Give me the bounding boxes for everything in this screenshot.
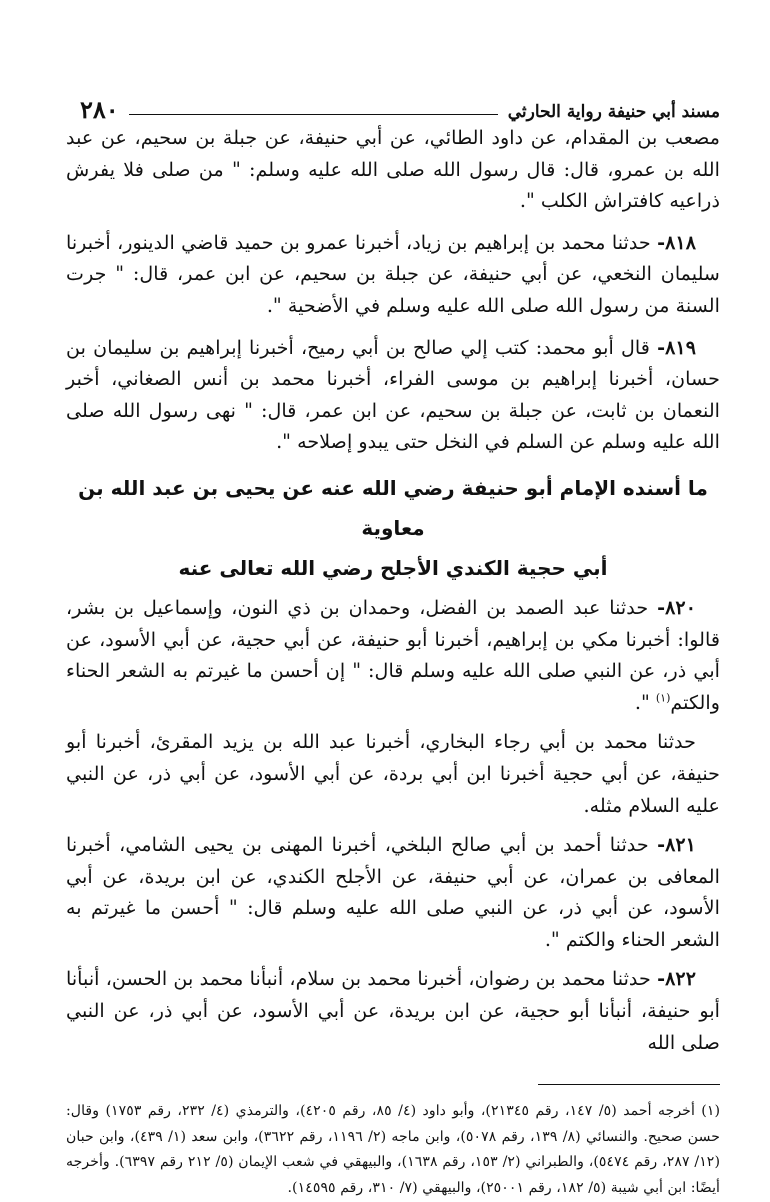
page-number: ٢٨٠ <box>80 95 119 124</box>
paragraph-text: حدثنا محمد بن رضوان، أخبرنا محمد بن سلام، أنبأنا محمد بن الحسن، أنبأنا أبو حنيفة، أنبأنا أبو حجية، عن ابن بريدة، عن أبي الأسود، عن أبي ذر، عن النبي صلى الله <box>66 967 720 1054</box>
paragraph-text: قال أبو محمد: كتب إلي صالح بن أبي رميح، أخبرنا إبراهيم بن سليمان بن حسان، أخبرنا إبراهيم بن موسى الفراء، أخبرنا محمد بن أنس الصغاني، أخبر النعمان بن ثابت، عن جبلة بن سحيم، عن ابن عمر، قال: " نهى رسول الله صلى الله عليه وسلم عن السلم في النخل حتى يبدو إصلاحه ". <box>66 335 720 454</box>
paragraph <box>66 726 720 821</box>
header-rule <box>129 114 498 115</box>
footnote-rule <box>538 1084 720 1085</box>
hadith-822 <box>66 963 720 1058</box>
hadith-number: ٨٢٢- <box>657 967 696 991</box>
hadith-number: ٨٢١- <box>657 833 696 857</box>
paragraph-text: حدثنا عبد الصمد بن الفضل، وحمدان بن ذي النون، وإسماعيل بن بشر، قالوا: أخبرنا مكي بن إبراهيم، أخبرنا أبو حنيفة، عن أبي حجية، عن أبي الأسود، عن أبي ذر، عن النبي صلى الله عليه وسلم قال: " إن أحسن ما غيرتم به الشعر الحناء والكتم <box>66 595 720 714</box>
paragraph-text: مصعب بن المقدام، عن داود الطائي، عن أبي حنيفة، عن جبلة بن سحيم، عن عبد الله بن عمرو، قال: قال رسول الله صلى الله عليه وسلم: " من صلى فلا يفرش ذراعيه كافتراش الكلب ". <box>66 126 720 213</box>
section-heading-line-1: ما أسنده الإمام أبو حنيفة رضي الله عنه عن يحيى بن عبد الله بن معاوية <box>78 475 708 540</box>
paragraph-text-tail: ". <box>634 690 656 714</box>
hadith-819 <box>66 332 720 458</box>
running-title: مسند أبي حنيفة رواية الحارثي <box>507 102 720 122</box>
paragraph-text: حدثنا محمد بن أبي رجاء البخاري، أخبرنا عبد الله بن يزيد المقرئ، أخبرنا أبو حنيفة، عن أبي حجية أخبرنا ابن أبي بردة، عن أبي الأسود، عن أبي ذر، عن النبي عليه السلام مثله. <box>66 730 720 817</box>
book-page <box>66 88 720 1202</box>
hadith-number: ٨٢٠- <box>657 595 696 619</box>
paragraph-text: حدثنا أحمد بن أبي صالح البلخي، أخبرنا المهنى بن يحيى الشامي، أخبرنا المعافى بن عمران، عن أبي حنيفة، عن الأجلح الكندي، عن ابن بريدة، عن أبي الأسود، عن أبي ذر، عن النبي صلى الله عليه وسلم قال: " أحسن ما غيرتم به الشعر الحناء والكتم ". <box>66 833 720 951</box>
hadith-820 <box>66 592 720 718</box>
footnote: (١) أخرجه أحمد (٥/ ١٤٧، رقم ٢١٣٤٥)، وأبو داود (٤/ ٨٥، رقم ٤٢٠٥)، والترمذي (٤/ ٢٣٢، رقم ١٧٥٣) وقال: حسن صحيح. والنسائي (٨/ ١٣٩، رقم ٥٠٧٨)، وابن ماجه (٢/ ١١٩٦، رقم ٣٦٢٢)، وابن سعد (١/ ٤٣٩)، وابن حبان (١٢/ ٢٨٧، رقم ٥٤٧٤)، والطبراني (٢/ ١٥٣، رقم ١٦٣٨)، والبيهقي في شعب الإيمان (٥/ ٢١٢ رقم ٦٣٩٧). وأخرجه أيضًا: ابن أبي شيبة (٥/ ١٨٢، رقم ٢٥٠٠١)، والبيهقي (٧/ ٣١٠، رقم ١٤٥٩٥). <box>66 1103 721 1197</box>
paragraph-text: حدثنا محمد بن إبراهيم بن زياد، أخبرنا عمرو بن حميد قاضي الدينور، أخبرنا سليمان النخعي، عن أبي حنيفة، عن جبلة بن سحيم، عن ابن عمر، قال: " جرت السنة من رسول الله صلى الله عليه وسلم في الأضحية ". <box>66 230 720 317</box>
paragraph <box>66 122 720 217</box>
hadith-821 <box>66 829 720 955</box>
section-heading-line-2: أبي حجية الكندي الأجلح رضي الله تعالى عنه <box>178 555 608 580</box>
hadith-number: ٨١٨- <box>657 230 696 254</box>
footnote-marker[interactable]: (١) <box>655 691 671 705</box>
hadith-818 <box>66 227 720 322</box>
hadith-number: ٨١٩- <box>657 335 696 359</box>
page-header <box>66 88 720 122</box>
section-heading <box>66 468 720 588</box>
